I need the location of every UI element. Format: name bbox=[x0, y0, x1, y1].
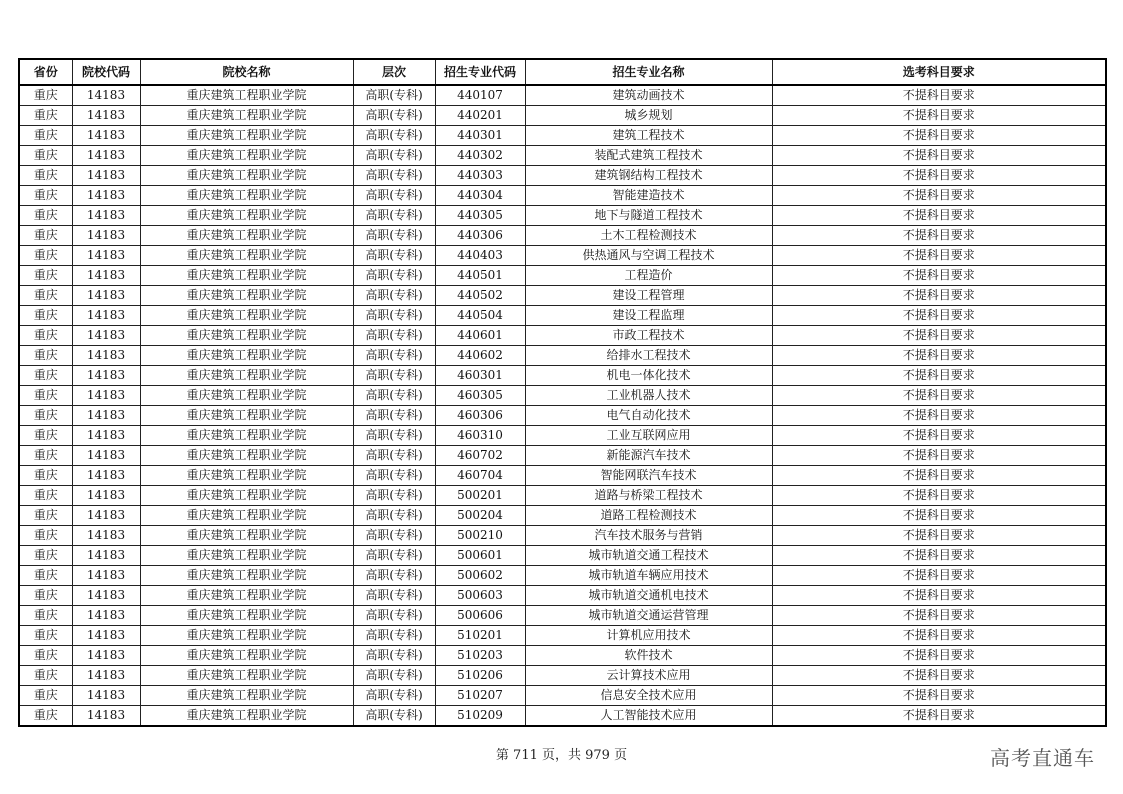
table-row bbox=[19, 706, 1106, 727]
table-row bbox=[19, 186, 1106, 206]
cell-province: 重庆 bbox=[19, 386, 72, 406]
cell-level: 高职(专科) bbox=[353, 686, 435, 706]
cell-subject-requirement: 不提科目要求 bbox=[772, 686, 1106, 706]
cell-subject-requirement: 不提科目要求 bbox=[772, 546, 1106, 566]
cell-major-code: 500210 bbox=[435, 526, 525, 546]
cell-major-code: 500601 bbox=[435, 546, 525, 566]
table-row bbox=[19, 206, 1106, 226]
cell-school-code: 14183 bbox=[72, 626, 140, 646]
cell-level: 高职(专科) bbox=[353, 566, 435, 586]
cell-school-code: 14183 bbox=[72, 266, 140, 286]
cell-major-name: 电气自动化技术 bbox=[525, 406, 772, 426]
cell-school-name: 重庆建筑工程职业学院 bbox=[140, 406, 353, 426]
cell-subject-requirement: 不提科目要求 bbox=[772, 406, 1106, 426]
cell-school-name: 重庆建筑工程职业学院 bbox=[140, 466, 353, 486]
cell-major-name: 建设工程监理 bbox=[525, 306, 772, 326]
admissions-table-container bbox=[18, 58, 1105, 727]
cell-province: 重庆 bbox=[19, 706, 72, 727]
cell-level: 高职(专科) bbox=[353, 206, 435, 226]
cell-major-code: 460305 bbox=[435, 386, 525, 406]
cell-major-code: 440201 bbox=[435, 106, 525, 126]
cell-major-code: 440301 bbox=[435, 126, 525, 146]
cell-school-code: 14183 bbox=[72, 286, 140, 306]
table-row bbox=[19, 326, 1106, 346]
table-row bbox=[19, 346, 1106, 366]
column-header-level: 层次 bbox=[353, 59, 435, 85]
watermark-text: 高考直通车 bbox=[990, 746, 1095, 770]
column-header-school-code: 院校代码 bbox=[72, 59, 140, 85]
cell-major-code: 500603 bbox=[435, 586, 525, 606]
cell-school-code: 14183 bbox=[72, 126, 140, 146]
cell-major-name: 云计算技术应用 bbox=[525, 666, 772, 686]
cell-school-name: 重庆建筑工程职业学院 bbox=[140, 526, 353, 546]
table-row bbox=[19, 306, 1106, 326]
cell-subject-requirement: 不提科目要求 bbox=[772, 326, 1106, 346]
cell-level: 高职(专科) bbox=[353, 426, 435, 446]
cell-major-code: 440304 bbox=[435, 186, 525, 206]
cell-school-code: 14183 bbox=[72, 586, 140, 606]
cell-level: 高职(专科) bbox=[353, 106, 435, 126]
table-row bbox=[19, 486, 1106, 506]
cell-level: 高职(专科) bbox=[353, 506, 435, 526]
cell-school-code: 14183 bbox=[72, 446, 140, 466]
cell-school-code: 14183 bbox=[72, 166, 140, 186]
cell-major-name: 建筑动画技术 bbox=[525, 85, 772, 106]
table-row bbox=[19, 166, 1106, 186]
cell-school-name: 重庆建筑工程职业学院 bbox=[140, 85, 353, 106]
column-header-major-code: 招生专业代码 bbox=[435, 59, 525, 85]
table-row bbox=[19, 646, 1106, 666]
table-row bbox=[19, 426, 1106, 446]
cell-province: 重庆 bbox=[19, 526, 72, 546]
cell-major-name: 供热通风与空调工程技术 bbox=[525, 246, 772, 266]
cell-level: 高职(专科) bbox=[353, 466, 435, 486]
cell-school-code: 14183 bbox=[72, 306, 140, 326]
cell-level: 高职(专科) bbox=[353, 666, 435, 686]
cell-subject-requirement: 不提科目要求 bbox=[772, 486, 1106, 506]
cell-level: 高职(专科) bbox=[353, 546, 435, 566]
cell-level: 高职(专科) bbox=[353, 526, 435, 546]
cell-level: 高职(专科) bbox=[353, 386, 435, 406]
cell-level: 高职(专科) bbox=[353, 85, 435, 106]
cell-major-name: 城市轨道交通运营管理 bbox=[525, 606, 772, 626]
cell-level: 高职(专科) bbox=[353, 346, 435, 366]
cell-province: 重庆 bbox=[19, 85, 72, 106]
cell-province: 重庆 bbox=[19, 346, 72, 366]
cell-subject-requirement: 不提科目要求 bbox=[772, 666, 1106, 686]
cell-school-name: 重庆建筑工程职业学院 bbox=[140, 186, 353, 206]
cell-level: 高职(专科) bbox=[353, 246, 435, 266]
cell-major-name: 城市轨道车辆应用技术 bbox=[525, 566, 772, 586]
cell-level: 高职(专科) bbox=[353, 146, 435, 166]
cell-major-name: 工业机器人技术 bbox=[525, 386, 772, 406]
cell-school-name: 重庆建筑工程职业学院 bbox=[140, 346, 353, 366]
table-row bbox=[19, 586, 1106, 606]
cell-major-code: 500204 bbox=[435, 506, 525, 526]
cell-province: 重庆 bbox=[19, 466, 72, 486]
cell-major-name: 市政工程技术 bbox=[525, 326, 772, 346]
cell-province: 重庆 bbox=[19, 426, 72, 446]
cell-major-name: 道路工程检测技术 bbox=[525, 506, 772, 526]
cell-major-name: 城市轨道交通工程技术 bbox=[525, 546, 772, 566]
cell-school-code: 14183 bbox=[72, 406, 140, 426]
cell-major-code: 440601 bbox=[435, 326, 525, 346]
table-row bbox=[19, 626, 1106, 646]
cell-school-name: 重庆建筑工程职业学院 bbox=[140, 166, 353, 186]
table-row bbox=[19, 566, 1106, 586]
cell-province: 重庆 bbox=[19, 246, 72, 266]
cell-level: 高职(专科) bbox=[353, 606, 435, 626]
table-row bbox=[19, 366, 1106, 386]
cell-major-name: 城市轨道交通机电技术 bbox=[525, 586, 772, 606]
cell-school-code: 14183 bbox=[72, 386, 140, 406]
cell-subject-requirement: 不提科目要求 bbox=[772, 186, 1106, 206]
cell-school-code: 14183 bbox=[72, 186, 140, 206]
table-row bbox=[19, 126, 1106, 146]
cell-level: 高职(专科) bbox=[353, 166, 435, 186]
cell-province: 重庆 bbox=[19, 126, 72, 146]
cell-level: 高职(专科) bbox=[353, 586, 435, 606]
table-row bbox=[19, 146, 1106, 166]
cell-major-name: 软件技术 bbox=[525, 646, 772, 666]
cell-school-code: 14183 bbox=[72, 226, 140, 246]
cell-subject-requirement: 不提科目要求 bbox=[772, 566, 1106, 586]
cell-subject-requirement: 不提科目要求 bbox=[772, 626, 1106, 646]
cell-subject-requirement: 不提科目要求 bbox=[772, 606, 1106, 626]
cell-major-code: 510207 bbox=[435, 686, 525, 706]
cell-major-name: 汽车技术服务与营销 bbox=[525, 526, 772, 546]
cell-major-code: 440303 bbox=[435, 166, 525, 186]
cell-school-name: 重庆建筑工程职业学院 bbox=[140, 286, 353, 306]
cell-major-name: 智能网联汽车技术 bbox=[525, 466, 772, 486]
cell-school-name: 重庆建筑工程职业学院 bbox=[140, 646, 353, 666]
table-row bbox=[19, 85, 1106, 106]
cell-province: 重庆 bbox=[19, 286, 72, 306]
cell-school-name: 重庆建筑工程职业学院 bbox=[140, 446, 353, 466]
cell-province: 重庆 bbox=[19, 506, 72, 526]
cell-major-code: 440602 bbox=[435, 346, 525, 366]
cell-province: 重庆 bbox=[19, 546, 72, 566]
table-row bbox=[19, 446, 1106, 466]
cell-major-name: 人工智能技术应用 bbox=[525, 706, 772, 727]
table-row bbox=[19, 526, 1106, 546]
cell-school-code: 14183 bbox=[72, 566, 140, 586]
cell-subject-requirement: 不提科目要求 bbox=[772, 346, 1106, 366]
cell-subject-requirement: 不提科目要求 bbox=[772, 266, 1106, 286]
cell-province: 重庆 bbox=[19, 666, 72, 686]
cell-major-name: 建设工程管理 bbox=[525, 286, 772, 306]
cell-major-code: 510203 bbox=[435, 646, 525, 666]
cell-school-code: 14183 bbox=[72, 85, 140, 106]
cell-level: 高职(专科) bbox=[353, 186, 435, 206]
cell-major-name: 地下与隧道工程技术 bbox=[525, 206, 772, 226]
table-row bbox=[19, 286, 1106, 306]
cell-province: 重庆 bbox=[19, 566, 72, 586]
cell-major-code: 440305 bbox=[435, 206, 525, 226]
cell-subject-requirement: 不提科目要求 bbox=[772, 126, 1106, 146]
cell-subject-requirement: 不提科目要求 bbox=[772, 306, 1106, 326]
cell-school-name: 重庆建筑工程职业学院 bbox=[140, 386, 353, 406]
cell-province: 重庆 bbox=[19, 686, 72, 706]
cell-school-code: 14183 bbox=[72, 246, 140, 266]
cell-subject-requirement: 不提科目要求 bbox=[772, 426, 1106, 446]
table-row bbox=[19, 466, 1106, 486]
cell-level: 高职(专科) bbox=[353, 326, 435, 346]
header-row bbox=[19, 59, 1106, 85]
cell-school-name: 重庆建筑工程职业学院 bbox=[140, 246, 353, 266]
cell-major-name: 城乡规划 bbox=[525, 106, 772, 126]
cell-school-name: 重庆建筑工程职业学院 bbox=[140, 126, 353, 146]
cell-school-code: 14183 bbox=[72, 486, 140, 506]
cell-school-name: 重庆建筑工程职业学院 bbox=[140, 586, 353, 606]
cell-school-code: 14183 bbox=[72, 426, 140, 446]
table-row bbox=[19, 266, 1106, 286]
cell-major-code: 460306 bbox=[435, 406, 525, 426]
cell-province: 重庆 bbox=[19, 486, 72, 506]
cell-major-name: 装配式建筑工程技术 bbox=[525, 146, 772, 166]
cell-major-code: 440403 bbox=[435, 246, 525, 266]
cell-major-code: 440107 bbox=[435, 85, 525, 106]
cell-major-name: 建筑工程技术 bbox=[525, 126, 772, 146]
cell-school-name: 重庆建筑工程职业学院 bbox=[140, 226, 353, 246]
cell-province: 重庆 bbox=[19, 166, 72, 186]
cell-subject-requirement: 不提科目要求 bbox=[772, 586, 1106, 606]
cell-major-name: 建筑钢结构工程技术 bbox=[525, 166, 772, 186]
cell-major-code: 510201 bbox=[435, 626, 525, 646]
admissions-table bbox=[18, 58, 1107, 727]
cell-major-code: 440306 bbox=[435, 226, 525, 246]
cell-subject-requirement: 不提科目要求 bbox=[772, 146, 1106, 166]
cell-school-code: 14183 bbox=[72, 546, 140, 566]
table-row bbox=[19, 406, 1106, 426]
table-row bbox=[19, 606, 1106, 626]
cell-province: 重庆 bbox=[19, 106, 72, 126]
cell-school-code: 14183 bbox=[72, 526, 140, 546]
cell-subject-requirement: 不提科目要求 bbox=[772, 706, 1106, 727]
cell-major-code: 440504 bbox=[435, 306, 525, 326]
cell-subject-requirement: 不提科目要求 bbox=[772, 85, 1106, 106]
cell-province: 重庆 bbox=[19, 646, 72, 666]
cell-school-name: 重庆建筑工程职业学院 bbox=[140, 106, 353, 126]
cell-subject-requirement: 不提科目要求 bbox=[772, 446, 1106, 466]
cell-major-code: 440501 bbox=[435, 266, 525, 286]
cell-major-code: 500602 bbox=[435, 566, 525, 586]
cell-subject-requirement: 不提科目要求 bbox=[772, 506, 1106, 526]
cell-level: 高职(专科) bbox=[353, 406, 435, 426]
cell-school-code: 14183 bbox=[72, 326, 140, 346]
cell-school-name: 重庆建筑工程职业学院 bbox=[140, 506, 353, 526]
cell-major-name: 机电一体化技术 bbox=[525, 366, 772, 386]
cell-province: 重庆 bbox=[19, 606, 72, 626]
cell-level: 高职(专科) bbox=[353, 446, 435, 466]
cell-school-name: 重庆建筑工程职业学院 bbox=[140, 666, 353, 686]
cell-school-name: 重庆建筑工程职业学院 bbox=[140, 206, 353, 226]
table-row bbox=[19, 686, 1106, 706]
cell-level: 高职(专科) bbox=[353, 266, 435, 286]
cell-province: 重庆 bbox=[19, 406, 72, 426]
cell-school-code: 14183 bbox=[72, 466, 140, 486]
cell-subject-requirement: 不提科目要求 bbox=[772, 206, 1106, 226]
table-row bbox=[19, 546, 1106, 566]
cell-province: 重庆 bbox=[19, 226, 72, 246]
cell-major-code: 460704 bbox=[435, 466, 525, 486]
cell-school-code: 14183 bbox=[72, 686, 140, 706]
page-number: 第 711 页，共 979 页 bbox=[495, 748, 628, 763]
cell-major-name: 信息安全技术应用 bbox=[525, 686, 772, 706]
table-row bbox=[19, 506, 1106, 526]
cell-level: 高职(专科) bbox=[353, 126, 435, 146]
column-header-subject-requirement: 选考科目要求 bbox=[772, 59, 1106, 85]
cell-province: 重庆 bbox=[19, 186, 72, 206]
cell-school-name: 重庆建筑工程职业学院 bbox=[140, 366, 353, 386]
cell-subject-requirement: 不提科目要求 bbox=[772, 646, 1106, 666]
cell-school-code: 14183 bbox=[72, 106, 140, 126]
cell-major-name: 智能建造技术 bbox=[525, 186, 772, 206]
cell-province: 重庆 bbox=[19, 326, 72, 346]
cell-school-code: 14183 bbox=[72, 206, 140, 226]
cell-school-name: 重庆建筑工程职业学院 bbox=[140, 626, 353, 646]
cell-major-code: 460301 bbox=[435, 366, 525, 386]
cell-school-name: 重庆建筑工程职业学院 bbox=[140, 706, 353, 727]
cell-level: 高职(专科) bbox=[353, 646, 435, 666]
cell-level: 高职(专科) bbox=[353, 226, 435, 246]
cell-school-name: 重庆建筑工程职业学院 bbox=[140, 266, 353, 286]
table-row bbox=[19, 666, 1106, 686]
cell-subject-requirement: 不提科目要求 bbox=[772, 106, 1106, 126]
cell-school-code: 14183 bbox=[72, 706, 140, 727]
table-row bbox=[19, 386, 1106, 406]
cell-school-name: 重庆建筑工程职业学院 bbox=[140, 686, 353, 706]
cell-school-code: 14183 bbox=[72, 646, 140, 666]
cell-subject-requirement: 不提科目要求 bbox=[772, 466, 1106, 486]
cell-subject-requirement: 不提科目要求 bbox=[772, 166, 1106, 186]
cell-major-code: 440502 bbox=[435, 286, 525, 306]
cell-major-name: 土木工程检测技术 bbox=[525, 226, 772, 246]
cell-school-name: 重庆建筑工程职业学院 bbox=[140, 606, 353, 626]
cell-school-code: 14183 bbox=[72, 506, 140, 526]
cell-subject-requirement: 不提科目要求 bbox=[772, 246, 1106, 266]
cell-major-code: 500606 bbox=[435, 606, 525, 626]
cell-major-code: 510206 bbox=[435, 666, 525, 686]
cell-province: 重庆 bbox=[19, 206, 72, 226]
column-header-school-name: 院校名称 bbox=[140, 59, 353, 85]
cell-major-name: 给排水工程技术 bbox=[525, 346, 772, 366]
cell-level: 高职(专科) bbox=[353, 286, 435, 306]
table-header bbox=[19, 59, 1106, 85]
cell-subject-requirement: 不提科目要求 bbox=[772, 526, 1106, 546]
table-body bbox=[19, 85, 1106, 726]
cell-major-code: 500201 bbox=[435, 486, 525, 506]
cell-major-code: 460702 bbox=[435, 446, 525, 466]
cell-subject-requirement: 不提科目要求 bbox=[772, 286, 1106, 306]
cell-major-name: 新能源汽车技术 bbox=[525, 446, 772, 466]
cell-major-name: 计算机应用技术 bbox=[525, 626, 772, 646]
cell-major-code: 510209 bbox=[435, 706, 525, 727]
cell-level: 高职(专科) bbox=[353, 306, 435, 326]
cell-school-code: 14183 bbox=[72, 146, 140, 166]
cell-major-code: 440302 bbox=[435, 146, 525, 166]
cell-school-code: 14183 bbox=[72, 366, 140, 386]
cell-subject-requirement: 不提科目要求 bbox=[772, 366, 1106, 386]
cell-level: 高职(专科) bbox=[353, 366, 435, 386]
cell-level: 高职(专科) bbox=[353, 626, 435, 646]
cell-school-name: 重庆建筑工程职业学院 bbox=[140, 326, 353, 346]
cell-province: 重庆 bbox=[19, 446, 72, 466]
cell-major-name: 工程造价 bbox=[525, 266, 772, 286]
cell-subject-requirement: 不提科目要求 bbox=[772, 386, 1106, 406]
cell-province: 重庆 bbox=[19, 366, 72, 386]
cell-major-name: 工业互联网应用 bbox=[525, 426, 772, 446]
cell-major-code: 460310 bbox=[435, 426, 525, 446]
column-header-province: 省份 bbox=[19, 59, 72, 85]
cell-province: 重庆 bbox=[19, 586, 72, 606]
cell-school-name: 重庆建筑工程职业学院 bbox=[140, 546, 353, 566]
cell-school-code: 14183 bbox=[72, 606, 140, 626]
table-row bbox=[19, 106, 1106, 126]
cell-level: 高职(专科) bbox=[353, 706, 435, 727]
table-row bbox=[19, 246, 1106, 266]
table-row bbox=[19, 226, 1106, 246]
cell-province: 重庆 bbox=[19, 626, 72, 646]
cell-level: 高职(专科) bbox=[353, 486, 435, 506]
column-header-major-name: 招生专业名称 bbox=[525, 59, 772, 85]
cell-school-name: 重庆建筑工程职业学院 bbox=[140, 486, 353, 506]
cell-province: 重庆 bbox=[19, 266, 72, 286]
cell-subject-requirement: 不提科目要求 bbox=[772, 226, 1106, 246]
cell-province: 重庆 bbox=[19, 146, 72, 166]
cell-province: 重庆 bbox=[19, 306, 72, 326]
cell-school-name: 重庆建筑工程职业学院 bbox=[140, 426, 353, 446]
cell-school-name: 重庆建筑工程职业学院 bbox=[140, 566, 353, 586]
cell-school-name: 重庆建筑工程职业学院 bbox=[140, 306, 353, 326]
cell-major-name: 道路与桥梁工程技术 bbox=[525, 486, 772, 506]
cell-school-name: 重庆建筑工程职业学院 bbox=[140, 146, 353, 166]
cell-school-code: 14183 bbox=[72, 346, 140, 366]
cell-school-code: 14183 bbox=[72, 666, 140, 686]
